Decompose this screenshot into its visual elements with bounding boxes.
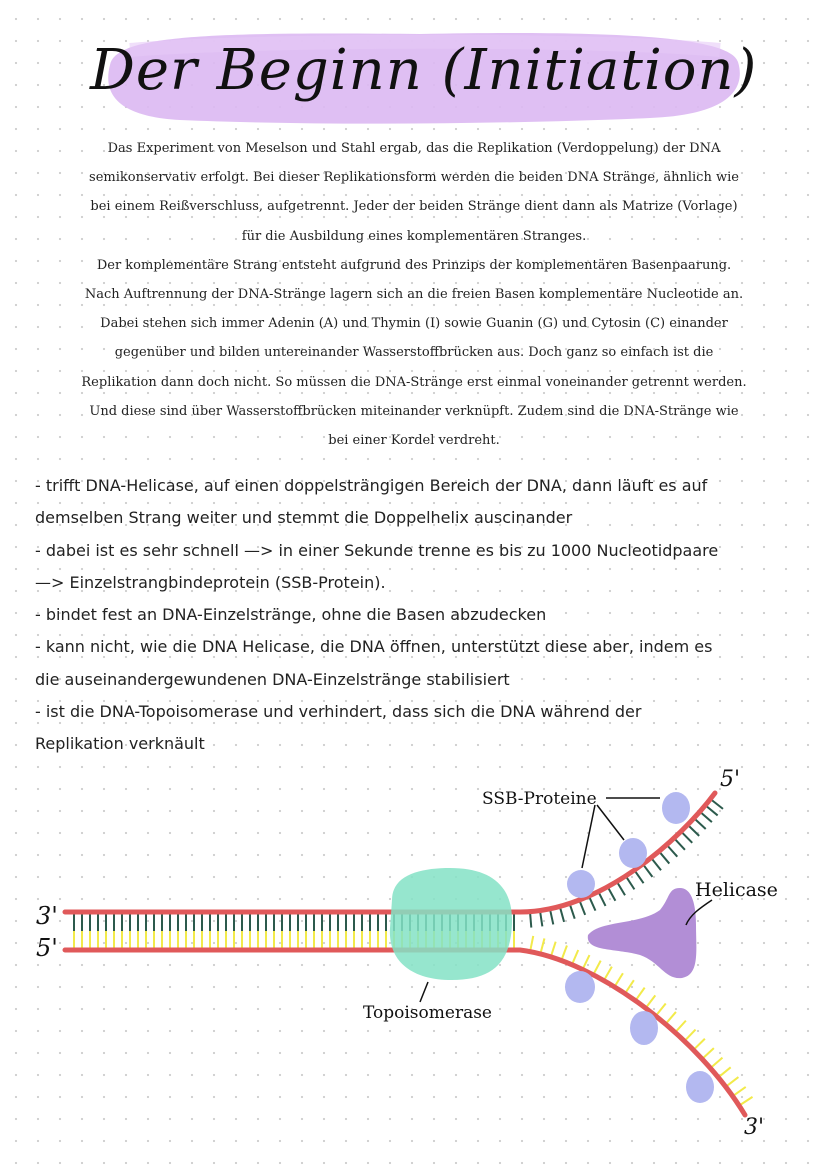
intro-line: semikonservativ erfolgt. Bei dieser Replikationsform werden die beiden DNA Stränge, ähnlich wie [89,170,739,186]
bullet-line: - dabei ist es sehr schnell —> in einer Sekunde trenne es bis zu 1000 Nucleotidpaare [35,540,719,560]
topoisomerase-leader-line [420,982,428,1002]
bullet-line: die auseinandergewundenen DNA-Einzelstränge stabilisiert [35,669,510,689]
bullet-line: —> Einzelstrangbindeprotein (SSB-Protein). [35,572,386,592]
intro-line: Der komplementäre Strang entsteht aufgrund des Prinzips der komplementären Basenpaarung. [96,257,732,273]
label-right-bottom-end: 3' [744,1115,765,1140]
label-right-top-end: 5' [720,767,741,792]
ssb-protein [630,1011,658,1045]
intro-line: bei einem Reißverschluss, aufgetrennt. Jeder der beiden Stränge dient dann als Matrize (Vorlage) [90,199,738,215]
title-area [90,20,758,130]
ssb-leader-line [597,805,624,840]
ssb-protein [662,792,690,824]
label-left-bottom-end: 5' [36,934,58,962]
page-title: Der Beginn (Initiation) [90,38,758,103]
bullet-line: Replikation verknäult [35,734,205,754]
bullet-line: demselben Strang weiter und stemmt die Doppelhelix auscinander [35,508,573,528]
intro-line: Das Experiment von Meselson und Stahl ergab, das die Replikation (Verdoppelung) der DNA [107,141,721,156]
bullet-notes [35,470,805,761]
intro-line: Dabei stehen sich immer Adenin (A) und Thymin (I) sowie Guanin (G) und Cytosin (C) einander [100,316,728,332]
bullet-line: - ist die DNA-Topoisomerase und verhindert, dass sich die DNA während der [35,702,642,722]
label-ssb-proteine: SSB-Proteine [482,789,597,809]
bullet-line: - bindet fest an DNA-Einzelstränge, ohne die Basen abzudecken [35,605,547,625]
intro-line: für die Ausbildung eines komplementären Stranges. [241,228,587,244]
intro-line: gegenüber und bilden untereinander Wasserstoffbrücken aus. Doch ganz so einfach ist die [114,345,714,361]
label-helicase: Helicase [695,879,778,901]
ssb-protein [565,971,595,1003]
bullet-line: - trifft DNA-Helicase, auf einen doppelsträngigen Bereich der DNA, dann läuft es auf [35,476,708,495]
ssb-protein [567,870,595,898]
backbone-top-strand [65,793,715,912]
intro-line: Und diese sind über Wasserstoffbrücken miteinander verknüpft. Zudem sind die DNA-Stränge wie [89,403,739,419]
ssb-protein [686,1071,714,1103]
intro-line: Nach Auftrennung der DNA-Stränge lagern sich an die freien Basen komplementäre Nucleotide an. [84,287,744,303]
label-left-top-end: 3' [36,902,58,930]
ssb-leader-line [582,805,595,868]
label-topoisomerase: Topoisomerase [363,1003,492,1023]
intro-line: bei einer Kordel verdreht. [328,433,500,449]
bullet-line: - kann nicht, wie die DNA Helicase, die DNA öffnen, unterstützt diese aber, indem es [35,637,713,657]
replication-fork-diagram [0,760,828,1169]
intro-paragraph [20,134,808,455]
ssb-protein [619,838,647,868]
intro-line: Replikation dann doch nicht. So müssen die DNA-Stränge erst einmal voneinander getrennt werden. [81,374,747,390]
topoisomerase-blob [390,868,512,980]
